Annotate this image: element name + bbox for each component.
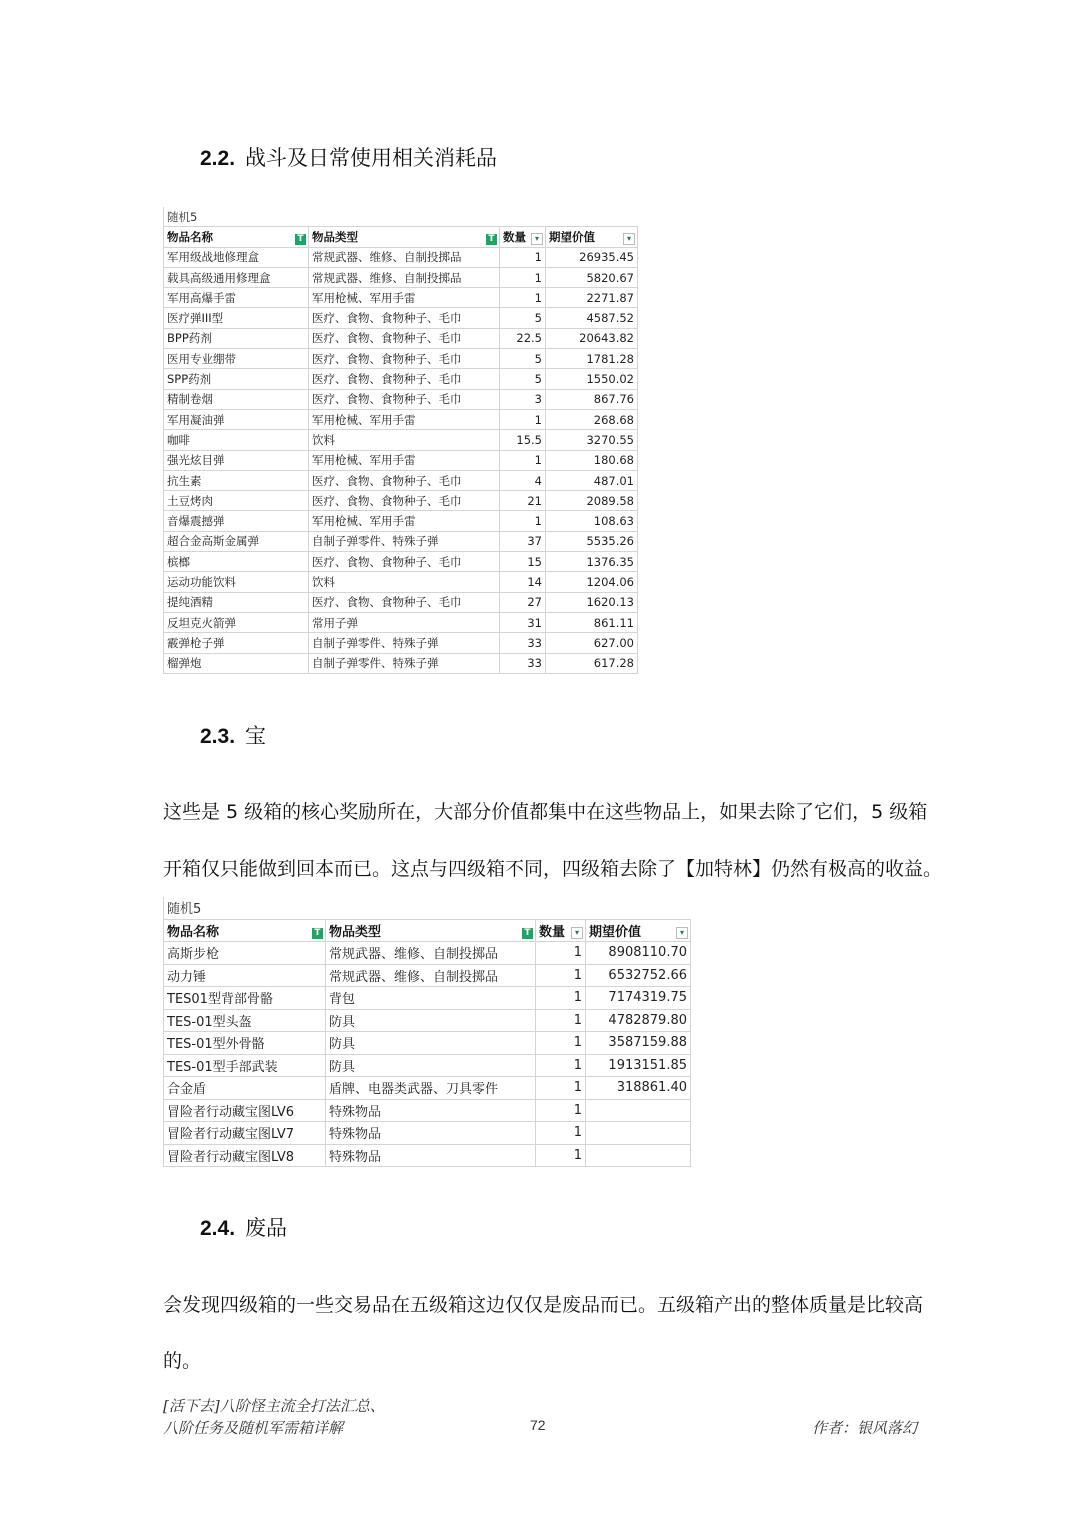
cell-item-name: TES-01型手部武装 (164, 1054, 326, 1077)
cell-quantity: 1 (536, 1077, 586, 1100)
cell-item-type: 饮料 (309, 430, 500, 450)
cell-item-name: 榴弹炮 (164, 653, 309, 673)
cell-expected-value: 1376.35 (546, 552, 638, 572)
cell-quantity: 3 (500, 389, 546, 409)
cell-item-type: 军用枪械、军用手雷 (309, 511, 500, 531)
cell-item-name: TES01型背部骨骼 (164, 987, 326, 1010)
cell-expected-value: 627.00 (546, 633, 638, 653)
cell-expected-value: 487.01 (546, 470, 638, 490)
table-row (164, 1032, 691, 1055)
table-row (164, 409, 638, 429)
table-title: 随机5 (164, 207, 638, 227)
cell-item-type: 饮料 (309, 572, 500, 592)
cell-item-name: 咖啡 (164, 430, 309, 450)
cell-item-name: 反坦克火箭弹 (164, 612, 309, 632)
cell-item-type: 医疗、食物、食物种子、毛巾 (309, 389, 500, 409)
cell-quantity: 37 (500, 531, 546, 551)
col-header-value: 期望价值 ▾ (586, 919, 691, 942)
cell-expected-value: 3587159.88 (586, 1032, 691, 1055)
table-row (164, 247, 638, 267)
cell-quantity: 27 (500, 592, 546, 612)
cell-expected-value: 268.68 (546, 409, 638, 429)
cell-quantity: 1 (500, 267, 546, 287)
cell-quantity: 4 (500, 470, 546, 490)
table-title: 随机5 (164, 897, 691, 919)
cell-item-name: SPP药剂 (164, 369, 309, 389)
table-row (164, 267, 638, 287)
table-row (164, 964, 691, 987)
cell-item-type: 军用枪械、军用手雷 (309, 288, 500, 308)
cell-expected-value: 108.63 (546, 511, 638, 531)
cell-item-type: 医疗、食物、食物种子、毛巾 (309, 470, 500, 490)
cell-expected-value: 1620.13 (546, 592, 638, 612)
cell-item-name: 载具高级通用修理盒 (164, 267, 309, 287)
cell-item-type: 医疗、食物、食物种子、毛巾 (309, 349, 500, 369)
cell-item-type: 常规武器、维修、自制投掷品 (309, 267, 500, 287)
table-row (164, 491, 638, 511)
footer-doc-title (163, 1395, 385, 1439)
cell-expected-value: 4782879.80 (586, 1009, 691, 1032)
cell-item-name: BPP药剂 (164, 328, 309, 348)
cell-expected-value: 1781.28 (546, 349, 638, 369)
col-header-value: 期望价值 ▾ (546, 227, 638, 247)
table-row (164, 369, 638, 389)
table-row (164, 653, 638, 673)
cell-expected-value (586, 1144, 691, 1167)
cell-item-type: 医疗、食物、食物种子、毛巾 (309, 592, 500, 612)
table-row (164, 470, 638, 490)
cell-item-name: 运动功能饮料 (164, 572, 309, 592)
cell-quantity: 5 (500, 308, 546, 328)
table-row (164, 592, 638, 612)
cell-quantity: 5 (500, 369, 546, 389)
cell-expected-value: 8908110.70 (586, 942, 691, 965)
cell-quantity: 1 (536, 1122, 586, 1145)
page-number: 72 (530, 1417, 546, 1433)
col-header-type: 物品类型 T (326, 919, 536, 942)
cell-item-name: 军用级战地修理盒 (164, 247, 309, 267)
cell-item-type: 常用子弹 (309, 612, 500, 632)
table-row (164, 552, 638, 572)
cell-item-type: 自制子弹零件、特殊子弹 (309, 633, 500, 653)
table-row (164, 308, 638, 328)
cell-quantity: 1 (536, 942, 586, 965)
cell-expected-value: 5820.67 (546, 267, 638, 287)
table-row (164, 288, 638, 308)
col-header-name: 物品名称 T (164, 227, 309, 247)
paragraph-line: 开箱仅只能做到回本而已。这点与四级箱不同，四级箱去除了【加特林】仍然有极高的收益。 (163, 858, 943, 880)
col-header-name: 物品名称 T (164, 919, 326, 942)
cell-quantity: 1 (500, 247, 546, 267)
section-title: 宝 (245, 724, 267, 748)
cell-item-name: 强光炫目弹 (164, 450, 309, 470)
text-filter-icon[interactable]: T (295, 234, 306, 245)
section-number: 2.4. (200, 1217, 236, 1240)
section-title: 废品 (245, 1216, 288, 1240)
cell-expected-value: 318861.40 (586, 1077, 691, 1100)
dropdown-filter-icon[interactable]: ▾ (676, 927, 688, 939)
cell-item-type: 防具 (326, 1054, 536, 1077)
cell-item-name: 冒险者行动藏宝图LV7 (164, 1122, 326, 1145)
cell-item-name: 医用专业绷带 (164, 349, 309, 369)
section-title: 战斗及日常使用相关消耗品 (245, 146, 498, 170)
table-row (164, 942, 691, 965)
table-row (164, 572, 638, 592)
col-header-qty: 数量 ▾ (500, 227, 546, 247)
consumables-table (163, 207, 638, 674)
cell-expected-value: 20643.82 (546, 328, 638, 348)
cell-item-type: 盾牌、电器类武器、刀具零件 (326, 1077, 536, 1100)
cell-expected-value: 26935.45 (546, 247, 638, 267)
cell-quantity: 1 (536, 1099, 586, 1122)
cell-item-type: 常规武器、维修、自制投掷品 (326, 942, 536, 965)
section-number: 2.2. (200, 147, 236, 170)
cell-expected-value: 180.68 (546, 450, 638, 470)
cell-item-name: TES-01型外骨骼 (164, 1032, 326, 1055)
text-filter-icon[interactable]: T (486, 234, 497, 245)
cell-item-name: 医疗弹III型 (164, 308, 309, 328)
cell-expected-value: 867.76 (546, 389, 638, 409)
cell-expected-value: 2271.87 (546, 288, 638, 308)
cell-item-type: 自制子弹零件、特殊子弹 (309, 653, 500, 673)
cell-item-name: 超合金高斯金属弹 (164, 531, 309, 551)
cell-expected-value: 1913151.85 (586, 1054, 691, 1077)
cell-item-type: 医疗、食物、食物种子、毛巾 (309, 308, 500, 328)
cell-expected-value: 3270.55 (546, 430, 638, 450)
cell-quantity: 15 (500, 552, 546, 572)
cell-quantity: 31 (500, 612, 546, 632)
dropdown-filter-icon[interactable]: ▾ (531, 233, 543, 245)
footer-title-line: [活下去]八阶怪主流全打法汇总、 (163, 1397, 385, 1415)
cell-expected-value (586, 1099, 691, 1122)
cell-item-type: 背包 (326, 987, 536, 1010)
cell-quantity: 1 (536, 1009, 586, 1032)
cell-quantity: 33 (500, 633, 546, 653)
paragraph-line: 的。 (163, 1350, 202, 1372)
table-row (164, 328, 638, 348)
cell-quantity: 1 (536, 987, 586, 1010)
cell-quantity: 21 (500, 491, 546, 511)
table-row (164, 1009, 691, 1032)
cell-quantity: 5 (500, 349, 546, 369)
cell-quantity: 14 (500, 572, 546, 592)
table-row (164, 511, 638, 531)
paragraph-line: 这些是 5 级箱的核心奖励所在，大部分价值都集中在这些物品上，如果去除了它们，5 级箱 (163, 801, 928, 823)
cell-expected-value: 1550.02 (546, 369, 638, 389)
section-heading-2-3 (200, 720, 266, 750)
footer-title-line: 八阶任务及随机军需箱详解 (163, 1419, 344, 1437)
cell-item-name: 槟榔 (164, 552, 309, 572)
section-heading-2-2 (200, 142, 497, 172)
cell-expected-value: 617.28 (546, 653, 638, 673)
cell-expected-value (586, 1122, 691, 1145)
cell-item-name: TES-01型头盔 (164, 1009, 326, 1032)
cell-quantity: 1 (500, 450, 546, 470)
table-row (164, 1122, 691, 1145)
cell-item-name: 军用凝油弹 (164, 409, 309, 429)
section-number: 2.3. (200, 725, 236, 748)
table-row (164, 430, 638, 450)
table-row (164, 1077, 691, 1100)
cell-quantity: 22.5 (500, 328, 546, 348)
cell-expected-value: 4587.52 (546, 308, 638, 328)
cell-item-type: 自制子弹零件、特殊子弹 (309, 531, 500, 551)
table-row (164, 531, 638, 551)
cell-item-type: 军用枪械、军用手雷 (309, 450, 500, 470)
cell-item-type: 医疗、食物、食物种子、毛巾 (309, 369, 500, 389)
cell-quantity: 33 (500, 653, 546, 673)
cell-item-type: 医疗、食物、食物种子、毛巾 (309, 491, 500, 511)
footer-author: 作者：银风落幻 (811, 1419, 917, 1437)
cell-item-type: 医疗、食物、食物种子、毛巾 (309, 328, 500, 348)
cell-quantity: 15.5 (500, 430, 546, 450)
cell-quantity: 1 (500, 511, 546, 531)
cell-item-type: 防具 (326, 1009, 536, 1032)
table-row (164, 1054, 691, 1077)
cell-item-type: 特殊物品 (326, 1144, 536, 1167)
table-row (164, 349, 638, 369)
cell-quantity: 1 (536, 964, 586, 987)
cell-item-name: 军用高爆手雷 (164, 288, 309, 308)
cell-item-type: 常规武器、维修、自制投掷品 (326, 964, 536, 987)
table-row (164, 1099, 691, 1122)
col-header-qty: 数量 ▾ (536, 919, 586, 942)
cell-item-name: 高斯步枪 (164, 942, 326, 965)
cell-item-name: 霰弹枪子弹 (164, 633, 309, 653)
text-filter-icon[interactable]: T (312, 928, 323, 939)
cell-expected-value: 6532752.66 (586, 964, 691, 987)
cell-item-name: 抗生素 (164, 470, 309, 490)
cell-expected-value: 7174319.75 (586, 987, 691, 1010)
cell-expected-value: 861.11 (546, 612, 638, 632)
cell-quantity: 1 (536, 1032, 586, 1055)
dropdown-filter-icon[interactable]: ▾ (623, 233, 635, 245)
cell-item-name: 冒险者行动藏宝图LV8 (164, 1144, 326, 1167)
cell-item-name: 合金盾 (164, 1077, 326, 1100)
cell-item-name: 精制卷烟 (164, 389, 309, 409)
table-row (164, 389, 638, 409)
col-header-type: 物品类型 T (309, 227, 500, 247)
table-row (164, 633, 638, 653)
cell-expected-value: 2089.58 (546, 491, 638, 511)
cell-quantity: 1 (500, 288, 546, 308)
table-row (164, 612, 638, 632)
cell-quantity: 1 (536, 1144, 586, 1167)
cell-expected-value: 1204.06 (546, 572, 638, 592)
section-heading-2-4 (200, 1212, 287, 1242)
cell-item-name: 土豆烤肉 (164, 491, 309, 511)
cell-item-type: 医疗、食物、食物种子、毛巾 (309, 552, 500, 572)
cell-quantity: 1 (536, 1054, 586, 1077)
cell-item-name: 音爆震撼弹 (164, 511, 309, 531)
cell-item-name: 动力锤 (164, 964, 326, 987)
cell-item-name: 冒险者行动藏宝图LV6 (164, 1099, 326, 1122)
paragraph-line: 会发现四级箱的一些交易品在五级箱这边仅仅是废品而已。五级箱产出的整体质量是比较高 (163, 1294, 924, 1316)
dropdown-filter-icon[interactable]: ▾ (571, 927, 583, 939)
cell-item-name: 提纯酒精 (164, 592, 309, 612)
cell-item-type: 防具 (326, 1032, 536, 1055)
cell-expected-value: 5535.26 (546, 531, 638, 551)
text-filter-icon[interactable]: T (522, 928, 533, 939)
table-row (164, 1144, 691, 1167)
table-row (164, 987, 691, 1010)
treasure-table (163, 897, 691, 1167)
cell-item-type: 常规武器、维修、自制投掷品 (309, 247, 500, 267)
cell-item-type: 特殊物品 (326, 1122, 536, 1145)
cell-quantity: 1 (500, 409, 546, 429)
cell-item-type: 军用枪械、军用手雷 (309, 409, 500, 429)
cell-item-type: 特殊物品 (326, 1099, 536, 1122)
table-row (164, 450, 638, 470)
